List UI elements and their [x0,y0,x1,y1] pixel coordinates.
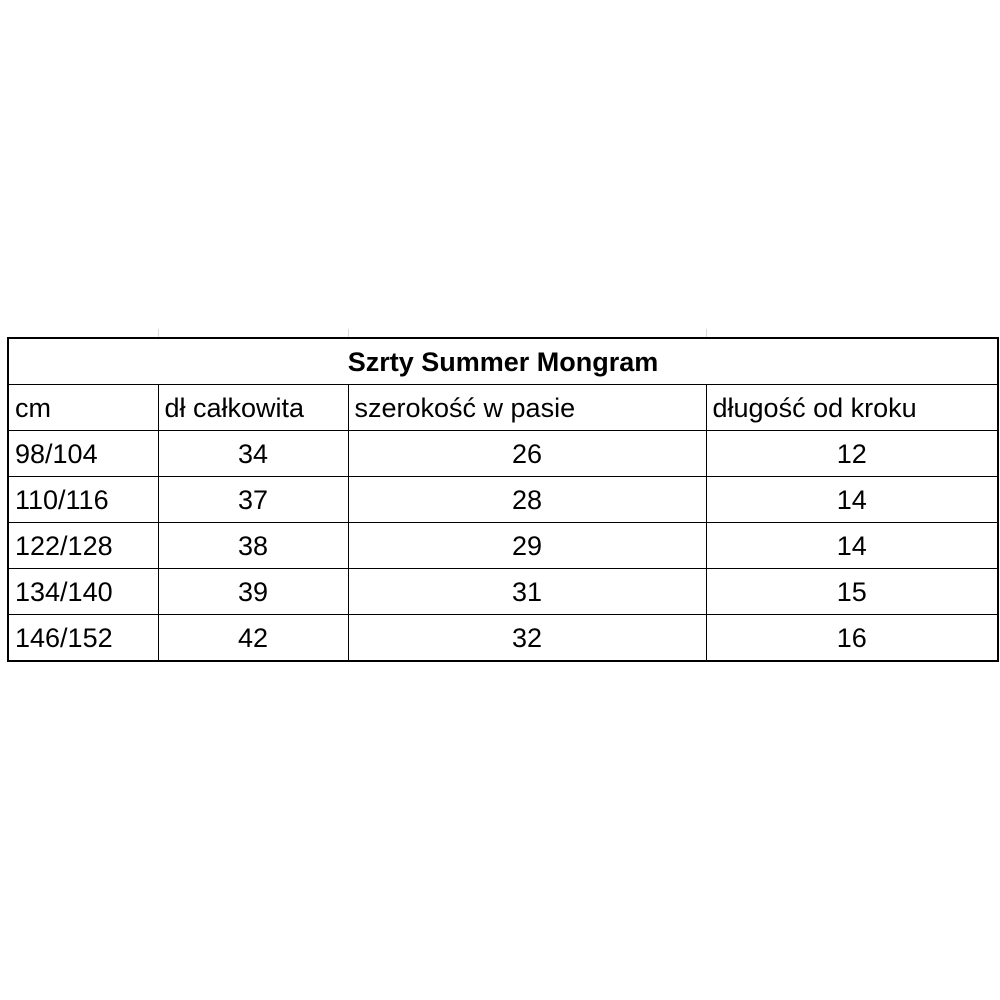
cell-total-length: 42 [158,615,348,662]
table-header-row [8,385,998,431]
table-row [8,523,998,569]
cell-waist-width: 28 [348,477,706,523]
cell-inseam-length: 14 [706,477,998,523]
header-inseam-length: długość od kroku [706,385,998,431]
cell-inseam-length: 14 [706,523,998,569]
header-waist-width: szerokość w pasie [348,385,706,431]
cell-inseam-length: 12 [706,431,998,477]
cell-total-length: 39 [158,569,348,615]
table-row [8,615,998,662]
table-title-row [8,338,998,385]
header-total-length: dł całkowita [158,385,348,431]
size-chart-table [7,337,999,662]
cell-waist-width: 26 [348,431,706,477]
cell-size: 134/140 [8,569,158,615]
cell-waist-width: 32 [348,615,706,662]
table-row [8,477,998,523]
table-row [8,569,998,615]
cell-waist-width: 31 [348,569,706,615]
cell-size: 98/104 [8,431,158,477]
header-size-cm: cm [8,385,158,431]
cell-size: 122/128 [8,523,158,569]
cell-total-length: 34 [158,431,348,477]
cell-inseam-length: 16 [706,615,998,662]
cell-inseam-length: 15 [706,569,998,615]
cell-size: 110/116 [8,477,158,523]
table-row [8,431,998,477]
cell-size: 146/152 [8,615,158,662]
cell-total-length: 38 [158,523,348,569]
cell-waist-width: 29 [348,523,706,569]
cell-total-length: 37 [158,477,348,523]
table-title: Szrty Summer Mongram [8,338,998,385]
